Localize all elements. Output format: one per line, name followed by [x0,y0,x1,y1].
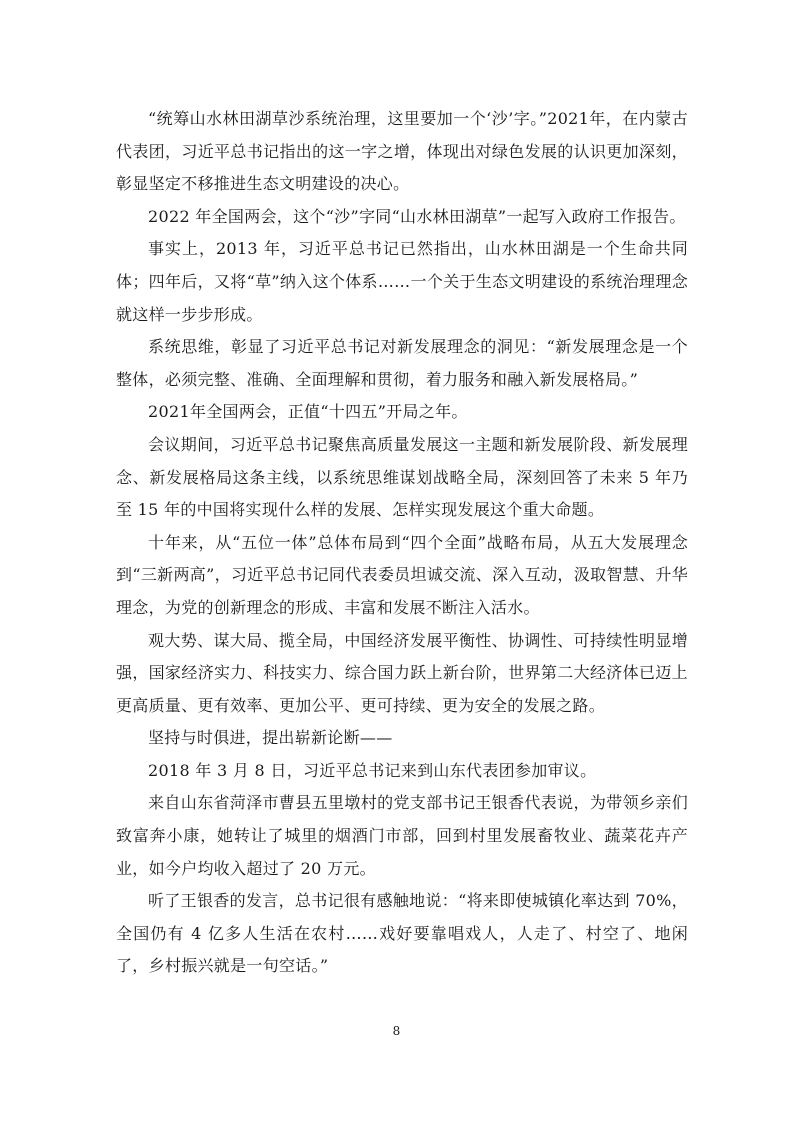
paragraph-3: 事实上，2013 年，习近平总书记已然指出，山水林田湖是一个生命共同体；四年后，又将“草”纳入这个体系……一个关于生态文明建设的系统治理理念就这样一步步形成。 [116,239,688,324]
paragraph-5: 2021年全国两会，正值“十四五”开局之年。 [148,402,468,422]
paragraph-8: 观大势、谋大局、揽全局，中国经济发展平衡性、协调性、可持续性明显增强，国家经济实力、科技实力、综合国力跃上新台阶，世界第二大经济体已迈上更高质量、更有效率、更加公平、更可持续、更为安全的发展之路。 [116,630,688,715]
paragraph-2: 2022 年全国两会，这个“沙”字同“山水林田湖草”一起写入政府工作报告。 [148,206,686,226]
page-number: 8 [392,1024,401,1038]
paragraph-9: 坚持与时俱进，提出崭新论断—— [148,728,393,748]
paragraph-11: 来自山东省菏泽市曹县五里墩村的党支部书记王银香代表说，为带领乡亲们致富奔小康，她转让了城里的烟酒门市部，回到村里发展畜牧业、蔬菜花卉产业，如今户均收入超过了 20 万元。 [116,793,688,878]
paragraph-4: 系统思维，彰显了习近平总书记对新发展理念的洞见：“新发展理念是一个整体，必须完整、准确、全面理解和贯彻，着力服务和融入新发展格局。” [116,337,688,389]
paragraph-12: 听了王银香的发言，总书记很有感触地说：“将来即使城镇化率达到 70%，全国仍有 4 亿多人生活在农村……戏好要靠唱戏人，人走了、村空了、地闲了，乡村振兴就是一句空话。” [116,891,688,976]
paragraph-7: 十年来，从“五位一体”总体布局到“四个全面”战略布局，从五大发展理念到“三新两高”，习近平总书记同代表委员坦诚交流、深入互动，汲取智慧、升华理念，为党的创新理念的形成、丰富和发展不断注入活水。 [116,532,688,617]
paragraph-10: 2018 年 3 月 8 日，习近平总书记来到山东代表团参加审议。 [148,760,597,780]
paragraph-1: “统筹山水林田湖草沙系统治理，这里要加一个‘沙’字。”2021年，在内蒙古代表团，习近平总书记指出的这一字之增，体现出对绿色发展的认识更加深刻，彰显坚定不移推进生态文明建设的决心。 [116,109,688,194]
paragraph-6: 会议期间，习近平总书记聚焦高质量发展这一主题和新发展阶段、新发展理念、新发展格局这条主线，以系统思维谋划战略全局，深刻回答了未来 5 年乃至 15 年的中国将实现什么样的发展、怎样实现发展这个重大命题。 [116,434,688,520]
article-body [116,103,688,983]
